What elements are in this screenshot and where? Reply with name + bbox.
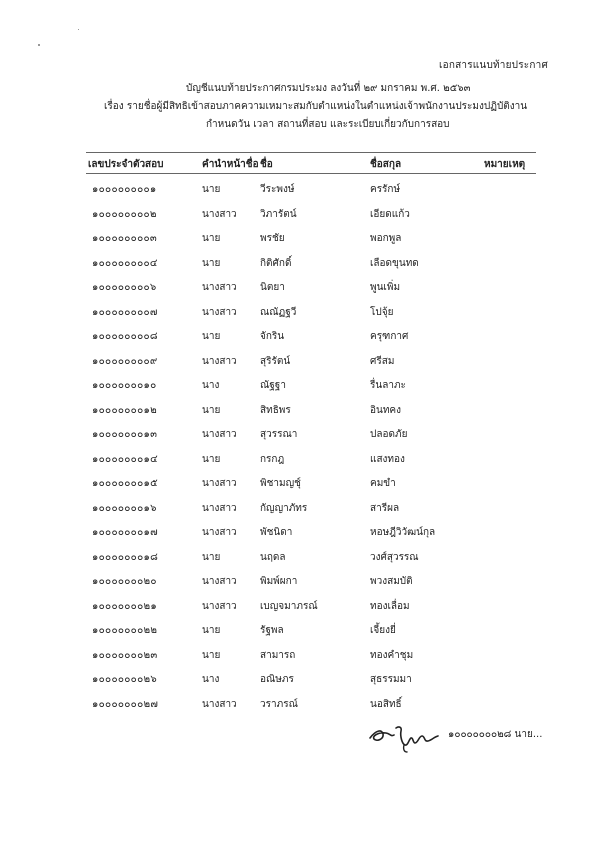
table-row xyxy=(86,252,536,277)
prefix: นาย xyxy=(202,625,221,636)
prefix: นางสาว xyxy=(202,600,237,612)
prefix: นาย xyxy=(202,649,221,661)
exam-id: ๑๐๐๐๐๐๐๐๑๘ xyxy=(92,551,159,563)
prefix: นางสาว xyxy=(202,527,237,538)
prefix: นางสาว xyxy=(202,576,237,587)
surname: โปจุ้ย xyxy=(370,306,394,318)
exam-id: ๑๐๐๐๐๐๐๐๑๐ xyxy=(92,380,157,391)
table-row xyxy=(86,595,536,620)
scan-speck xyxy=(38,44,40,46)
exam-id: ๑๐๐๐๐๐๐๐๐๗ xyxy=(92,306,158,318)
prefix: นาย xyxy=(202,184,221,195)
exam-id: ๑๐๐๐๐๐๐๐๑๔ xyxy=(92,453,158,465)
surname: เลือดขุนทด xyxy=(370,257,419,269)
surname: พวงสมบัติ xyxy=(370,576,413,587)
exam-id: ๑๐๐๐๐๐๐๐๒๑ xyxy=(92,600,158,612)
table-row xyxy=(86,668,536,693)
prefix: นาง xyxy=(202,674,220,685)
surname: คมขำ xyxy=(370,478,396,489)
exam-id: ๑๐๐๐๐๐๐๐๒๖ xyxy=(92,674,158,685)
surname: ปลอดภัย xyxy=(370,429,408,440)
table-row xyxy=(86,472,536,497)
prefix: นางสาว xyxy=(202,282,237,293)
prefix: นาย xyxy=(202,551,221,563)
table-row xyxy=(86,399,536,424)
table-row xyxy=(86,325,536,350)
first-name: รัฐพล xyxy=(260,625,284,636)
first-name: เบญจมาภรณ์ xyxy=(260,600,318,612)
first-name: วีระพงษ์ xyxy=(260,184,295,195)
table-row xyxy=(86,178,536,203)
exam-id: ๑๐๐๐๐๐๐๐๐๔ xyxy=(92,257,158,269)
first-name: นฤดล xyxy=(260,551,286,563)
first-name: สุวรรณา xyxy=(260,429,298,440)
table-row xyxy=(86,203,536,228)
surname: ครรักษ์ xyxy=(370,184,401,195)
first-name: กรกฎ xyxy=(260,453,285,465)
title-block xyxy=(0,80,594,134)
surname: ศรีสม xyxy=(370,355,395,367)
signature-icon xyxy=(368,718,442,754)
exam-id: ๑๐๐๐๐๐๐๐๑๒ xyxy=(92,404,158,416)
prefix: นางสาว xyxy=(202,478,237,489)
table-row xyxy=(86,619,536,644)
table-row xyxy=(86,693,536,718)
prefix: นางสาว xyxy=(202,429,237,440)
surname: ทองเลื่อม xyxy=(370,600,410,612)
prefix: นางสาว xyxy=(202,698,237,710)
surname: สารีผล xyxy=(370,502,400,514)
surname: เอียดแก้ว xyxy=(370,208,410,220)
continuation-note: ๑๐๐๐๐๐๐๐๒๘ นาย... xyxy=(448,729,543,740)
table-row xyxy=(86,423,536,448)
title-line-1: บัญชีแนบท้ายประกาศกรมประมง ลงวันที่ ๒๙ มกราคม พ.ศ. ๒๕๖๓ xyxy=(186,83,471,94)
surname: อินทคง xyxy=(370,404,402,416)
candidate-list xyxy=(86,178,536,717)
table-row xyxy=(86,301,536,326)
first-name: นิตยา xyxy=(260,282,285,293)
surname: สุธรรมมา xyxy=(370,674,412,685)
exam-id: ๑๐๐๐๐๐๐๐๒๗ xyxy=(92,698,159,710)
first-name: สามารถ xyxy=(260,649,296,661)
prefix: นางสาว xyxy=(202,208,237,220)
table-row xyxy=(86,350,536,375)
scan-speck xyxy=(78,29,79,30)
table-row xyxy=(86,521,536,546)
exam-id: ๑๐๐๐๐๐๐๐๒๒ xyxy=(92,625,158,636)
table-row xyxy=(86,227,536,252)
prefix: นาย xyxy=(202,453,221,465)
first-name: พัชนิดา xyxy=(260,527,293,538)
first-name: วราภรณ์ xyxy=(260,698,298,710)
header-exam-id: เลขประจำตัวสอบ xyxy=(88,159,164,170)
first-name: ณัฐฐา xyxy=(260,380,286,391)
exam-id: ๑๐๐๐๐๐๐๐๐๖ xyxy=(92,282,157,293)
first-name: จักริน xyxy=(260,331,285,342)
exam-id: ๑๐๐๐๐๐๐๐๐๓ xyxy=(92,233,158,244)
exam-id: ๑๐๐๐๐๐๐๐๒๓ xyxy=(92,649,158,661)
exam-id: ๑๐๐๐๐๐๐๐๐๑ xyxy=(92,184,157,195)
prefix: นางสาว xyxy=(202,502,237,514)
header-surname: ชื่อสกุล xyxy=(370,159,402,170)
surname: ครุฑกาศ xyxy=(370,331,409,342)
prefix: นางสาว xyxy=(202,306,237,318)
prefix: นาย xyxy=(202,233,221,244)
surname: เจี้ยงยี่ xyxy=(370,625,396,636)
exam-id: ๑๐๐๐๐๐๐๐๑๗ xyxy=(92,527,158,538)
first-name: กิติศักดิ์ xyxy=(260,257,292,269)
prefix: นาย xyxy=(202,257,221,269)
surname: นอสิทธิ์ xyxy=(370,698,402,710)
first-name: พิชามญชุ์ xyxy=(260,478,301,489)
first-name: สิทธิพร xyxy=(260,404,291,416)
header-first-name: ชื่อ xyxy=(260,159,273,170)
surname: วงศ์สุวรรณ xyxy=(370,551,419,563)
exam-id: ๑๐๐๐๐๐๐๐๑๖ xyxy=(92,502,157,514)
header-remarks: หมายเหตุ xyxy=(484,159,526,170)
header-note: เอกสารแนบท้ายประกาศ xyxy=(439,60,548,71)
surname: พอกพูล xyxy=(370,233,402,244)
table-row xyxy=(86,448,536,473)
title-line-3: กำหนดวัน เวลา สถานที่สอบ และระเบียบเกี่ยวกับการสอบ xyxy=(206,119,450,130)
prefix: นาย xyxy=(202,331,221,342)
first-name: ณณัฏฐวี xyxy=(260,306,297,318)
exam-id: ๑๐๐๐๐๐๐๐๐๙ xyxy=(92,355,158,367)
table-row xyxy=(86,497,536,522)
prefix: นาง xyxy=(202,380,220,391)
prefix: นาย xyxy=(202,404,221,416)
exam-id: ๑๐๐๐๐๐๐๐๐๒ xyxy=(92,208,157,220)
exam-id: ๑๐๐๐๐๐๐๐๑๕ xyxy=(92,478,158,489)
surname: พูนเพิ่ม xyxy=(370,282,401,293)
header-prefix: คำนำหน้าชื่อ xyxy=(202,159,259,170)
surname: หอษฎีวิวัฒน์กุล xyxy=(370,527,436,538)
table-header xyxy=(86,152,536,174)
table-row xyxy=(86,546,536,571)
surname: แสงทอง xyxy=(370,453,405,465)
first-name: สุริรัตน์ xyxy=(260,355,291,367)
prefix: นางสาว xyxy=(202,355,237,367)
table-row xyxy=(86,644,536,669)
surname: รื่นลาภะ xyxy=(370,380,406,391)
table-row xyxy=(86,570,536,595)
exam-id: ๑๐๐๐๐๐๐๐๒๐ xyxy=(92,576,157,587)
table-row xyxy=(86,276,536,301)
exam-id: ๑๐๐๐๐๐๐๐๑๓ xyxy=(92,429,158,440)
first-name: กัญญาภัทร xyxy=(260,502,308,514)
table-row xyxy=(86,374,536,399)
title-line-2: เรื่อง รายชื่อผู้มีสิทธิเข้าสอบภาคความเหมาะสมกับตำแหน่งในตำแหน่งเจ้าพนักงานประมงปฏิบัติงาน xyxy=(104,101,528,112)
first-name: อณิษภร xyxy=(260,674,294,685)
exam-id: ๑๐๐๐๐๐๐๐๐๘ xyxy=(92,331,158,342)
first-name: วิภารัตน์ xyxy=(260,208,297,220)
first-name: พิมพ์ผกา xyxy=(260,576,298,587)
first-name: พรชัย xyxy=(260,233,285,244)
surname: ทองคำชุม xyxy=(370,649,414,661)
